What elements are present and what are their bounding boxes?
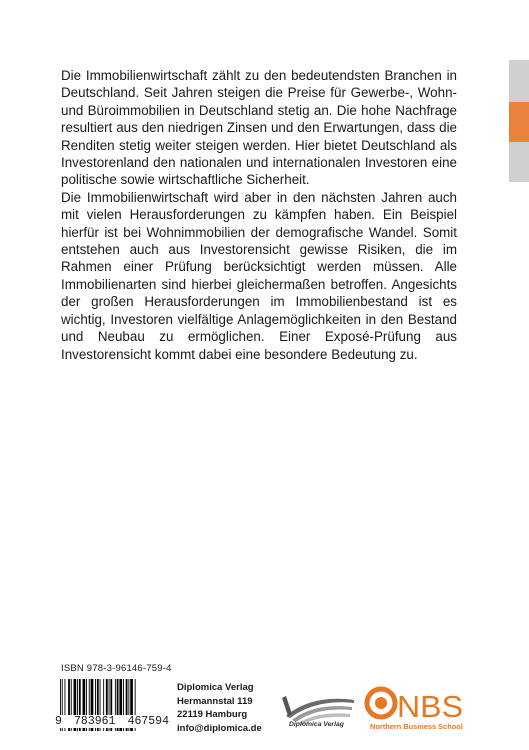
back-cover-blurb bbox=[61, 67, 457, 363]
side-tab-accent bbox=[509, 102, 529, 142]
barcode-digit-group-left: 783961 bbox=[74, 715, 116, 728]
nbs-logo-text: NBS bbox=[397, 689, 463, 724]
barcode-digit-lead: 9 bbox=[55, 715, 62, 728]
publisher-street: Hermannstal 119 bbox=[177, 695, 253, 707]
blurb-paragraph-2: Die Immobilienwirtschaft wird aber in den nächsten Jahren auch mit vielen Herausforderungen zu kämpfen haben. Ein Beispiel hierfür ist bei Wohnimmobilien der demografische Wandel. Somit entstehen auch aus Investorensicht gewisse Risiken, die im Rahmen einer Prüfung berücksichtigt werden müssen. Alle Immobilienarten sind hierbei gleichermaßen betroffen. Angesichts der großen Herausforderungen im Immobilienbestand ist es wichtig, Investoren vielfältige Anlagemöglichkeiten in den Bestand und Neubau zu ermöglichen. Einer Exposé-Prüfung aus Investorensicht kommt dabei eine besondere Bedeutung zu. bbox=[61, 189, 457, 362]
publisher-address bbox=[177, 681, 262, 735]
side-tab-bottom bbox=[509, 142, 529, 182]
nbs-logo-subtitle: Northern Business School bbox=[370, 722, 463, 731]
barcode-digit-group-right: 467594 bbox=[127, 715, 169, 728]
isbn-label: ISBN 978-3-96146-759-4 bbox=[61, 663, 172, 674]
publisher-name: Diplomica Verlag bbox=[177, 682, 254, 693]
diplomica-logo-label: Diplomica Verlag bbox=[289, 721, 344, 728]
nbs-logo-icon bbox=[364, 684, 464, 726]
side-tab-top bbox=[509, 60, 529, 102]
barcode-digits bbox=[55, 715, 169, 728]
blurb-paragraph-1: Die Immobilienwirtschaft zählt zu den bedeutendsten Branchen in Deutschland. Seit Jahren steigen die Preise für Gewerbe-, Wohn- und Büroimmobilien in Deutschland stetig an. Die hohe Nachfrage resultiert aus den niedrigen Zinsen und den Erwartungen, dass die Renditen stetig weiter steigen werden. Hier bietet Deutschland als Investorenland den nationalen und internationalen Investoren eine politische sowie wirtschaftliche Sicherheit. bbox=[61, 68, 457, 188]
publisher-email: info@diplomica.de bbox=[177, 722, 262, 734]
publisher-city: 22119 Hamburg bbox=[177, 709, 248, 720]
